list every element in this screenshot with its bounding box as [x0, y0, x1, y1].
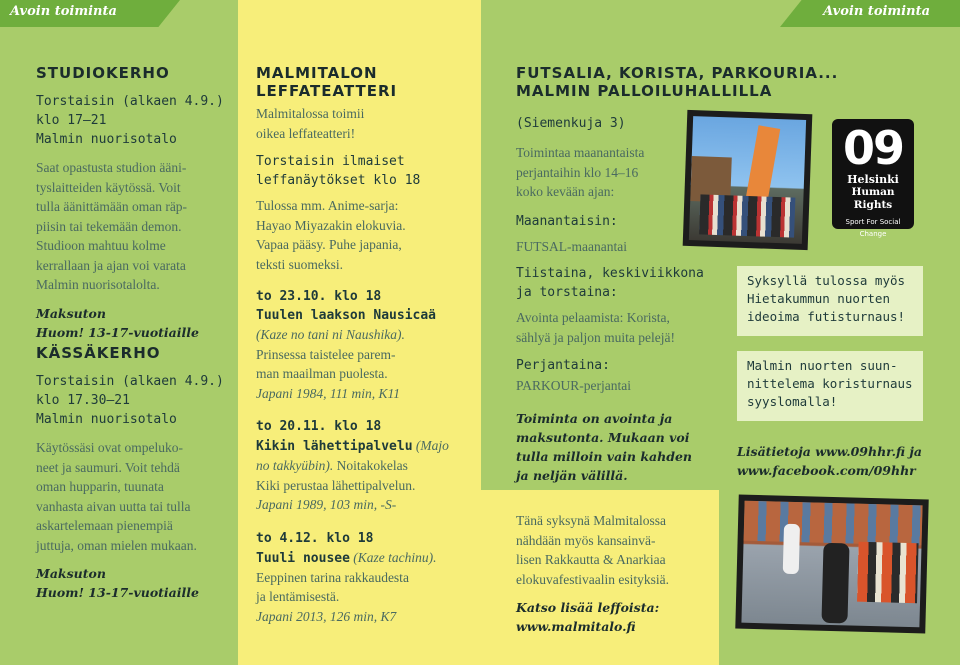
- logo-line1: Helsinki: [847, 173, 899, 186]
- studiokerho-title: STUDIOKERHO: [36, 64, 170, 82]
- logo-line3: Sport For Social Change: [845, 218, 901, 238]
- film-1: [256, 287, 471, 403]
- kassakerho-time: Torstaisin (alkaen 4.9.) klo 17.30—21 Malmin nuorisotalo: [36, 374, 224, 427]
- tuethu-label: Tiistaina, keskiviikkona ja torstaina:: [516, 266, 704, 300]
- futsal-note: Toiminta on avointa ja maksutonta. Mukaan voi tulla milloin vain kahden ja neljän välillä.: [516, 410, 692, 483]
- group-photo-image: [689, 116, 806, 244]
- monday-label: Maanantaisin:: [516, 213, 618, 229]
- film-1-info: Japani 1984, 111 min, K11: [256, 385, 400, 401]
- film-1-original: (Kaze no tani ni Naushika).: [256, 327, 405, 342]
- futsal-title: FUTSALIA, KORISTA, PARKOURIA... MALMIN PALLOILUHALLILLA: [516, 64, 839, 100]
- hhr-logo: [832, 119, 914, 238]
- leffa-title: MALMITALON LEFFATEATTERI: [256, 64, 398, 100]
- film-2-info: Japani 1989, 103 min, -S-: [256, 497, 397, 512]
- film-3-date: to 4.12. klo 18: [256, 530, 374, 546]
- parkour-photo: [735, 495, 928, 634]
- logo-number: 09: [842, 121, 903, 175]
- film-2-desc-a: Noitakokelas: [336, 458, 408, 473]
- film-3-title-line: [256, 548, 471, 568]
- leffa-description: Tulossa mm. Anime-sarja: Hayao Miyazakin elokuvia. Vapaa pääsy. Puhe japania, teksti suomeksi.: [256, 198, 406, 272]
- studiokerho-notes: Maksuton Huom! 13-17-vuotiaille: [36, 305, 199, 340]
- group-photo: [683, 110, 813, 250]
- film-3-original: (Kaze tachinu).: [353, 549, 437, 565]
- film-2-desc: Kiki perustaa lähettipalvelun.: [256, 477, 416, 493]
- film-2-original-b: no takkyübin).: [256, 458, 334, 473]
- film-2-title: Kikin lähettipalvelu: [256, 439, 413, 454]
- leffateatteri-section: [256, 64, 471, 626]
- film-2-original-a: (Majo: [415, 438, 449, 453]
- festival-link: Katso lisää leffoista: www.malmitalo.fi: [516, 600, 660, 634]
- studiokerho-time: Torstaisin (alkaen 4.9.) klo 17—21 Malmin nuorisotalo: [36, 94, 224, 147]
- film-3-info: Japani 2013, 126 min, K7: [256, 608, 397, 624]
- festival-desc: Tänä syksynä Malmitalossa nähdään myös kansainvä- lisen Rakkautta & Anarkiaa elokuvafestivaalin esityksiä.: [516, 513, 669, 587]
- people-shape: [699, 194, 795, 237]
- tab-left-label: Avoin toiminta: [10, 4, 117, 19]
- festival-section: [516, 511, 716, 636]
- more-info-links: Lisätietoja www.09hhr.fi ja www.facebook.com/09hhr: [737, 444, 923, 478]
- logo-line2: Human Rights: [851, 186, 895, 211]
- top-bar-yellow-segment: [238, 0, 481, 27]
- film-2-title-line: [256, 436, 471, 456]
- futsal-desc: Toimintaa maanantaista perjantaihin klo 14–16 koko kevään ajan:: [516, 145, 645, 199]
- film-2-date: to 20.11. klo 18: [256, 419, 382, 434]
- crowd-shape: [857, 542, 919, 604]
- info-box-futisturnaus: Syksyllä tulossa myös Hietakummun nuorten ideoima futisturnaus!: [737, 266, 923, 336]
- film-3-title: Tuuli nousee: [256, 550, 350, 566]
- monday-activity: FUTSAL-maanantai: [516, 238, 627, 254]
- leffa-intro: Malmitalossa toimii oikea leffateatteri!: [256, 106, 365, 141]
- studiokerho-description: Saat opastusta studion ääni- tyslaitteiden käytössä. Voit tulla äänittämään oman räp- piisin tai tekemään demon. Studioon mahtuu kolme kerrallaan ja ajan voi varata Malmin nuorisotalolta.: [36, 160, 188, 292]
- facade-shape: [744, 501, 923, 546]
- film-1-title: Tuulen laakson Nausicaä: [256, 308, 437, 323]
- futsal-address: (Siemenkuja 3): [516, 116, 626, 131]
- parkour-photo-image: [741, 501, 922, 628]
- friday-activity: PARKOUR-perjantai: [516, 378, 631, 393]
- info-box-koristurnaus: Malmin nuorten suun- nittelema koristurnaus syyslomalla!: [737, 351, 923, 421]
- jumper-shape: [783, 524, 800, 574]
- person-shape: [821, 543, 849, 624]
- leffa-subtitle: Torstaisin ilmaiset leffanäytökset klo 18: [256, 154, 421, 188]
- film-1-desc: Prinsessa taistelee parem- man maailman puolesta.: [256, 346, 396, 381]
- tuethu-activity: Avointa pelaamista: Korista, sählyä ja paljon muita pelejä!: [516, 310, 675, 345]
- kassakerho-section: [36, 344, 236, 602]
- kassakerho-title: KÄSSÄKERHO: [36, 344, 161, 362]
- kassakerho-notes: Maksuton Huom! 13-17-vuotiaille: [36, 566, 199, 600]
- studiokerho-section: [36, 64, 236, 342]
- film-3-desc: Eeppinen tarina rakkaudesta ja lentämisestä.: [256, 569, 409, 604]
- kassakerho-description: Käytössäsi ovat ompeluko- neet ja saumuri. Voit tehdä oman hupparin, tuunata vanhasta aivan uutta tai tulla askartelemaan pienempiä juttuja, oman mielen mukaan.: [36, 440, 197, 553]
- film-2-orig-line: [256, 456, 471, 476]
- tab-right-label: Avoin toiminta: [823, 4, 930, 19]
- film-3: [256, 529, 471, 627]
- friday-label: Perjantaina:: [516, 358, 610, 373]
- film-2: [256, 417, 471, 515]
- film-1-date: to 23.10. klo 18: [256, 289, 382, 304]
